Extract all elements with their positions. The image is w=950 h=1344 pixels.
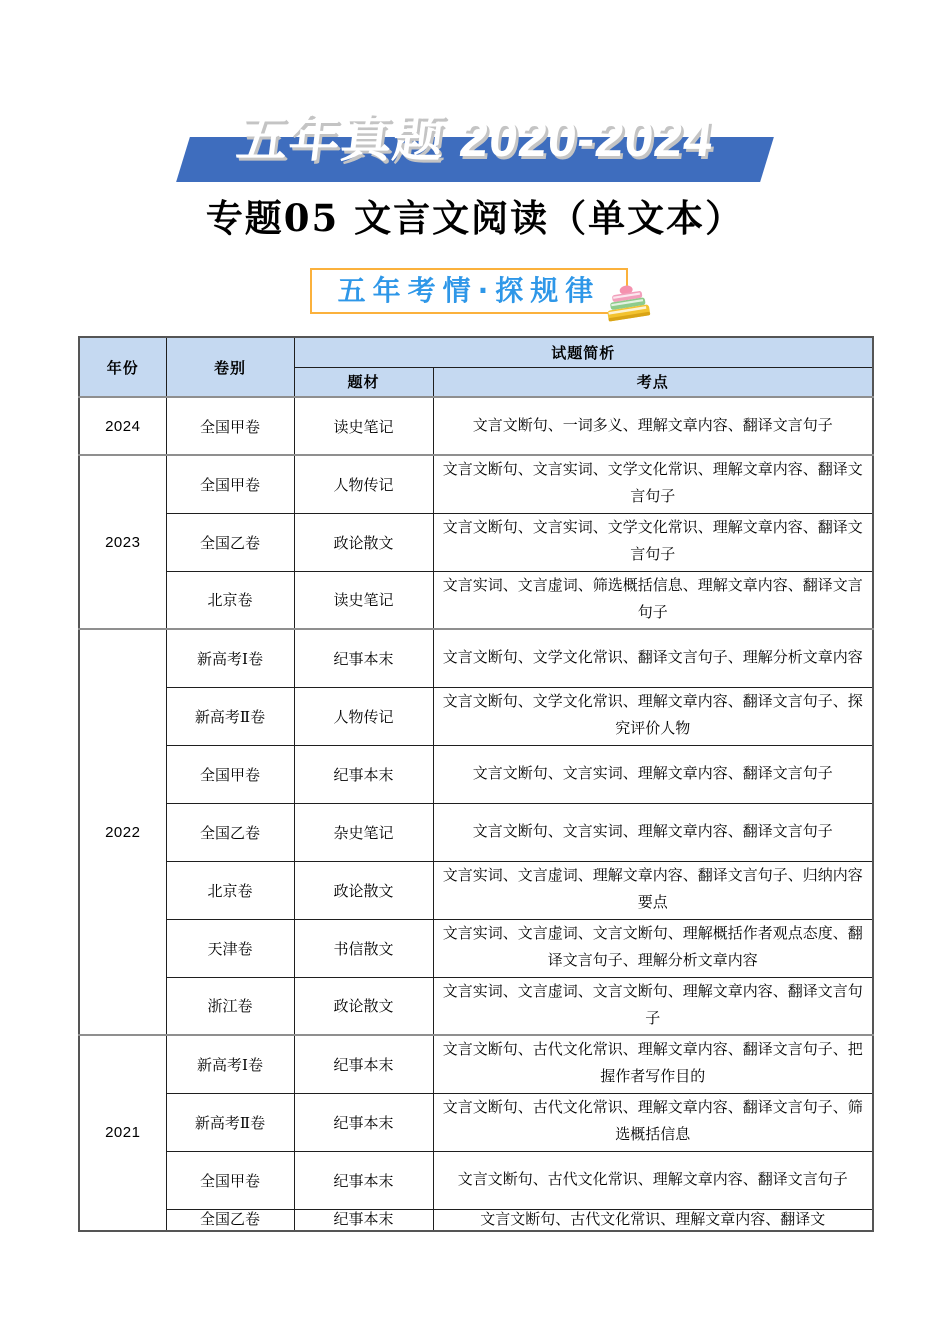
points-cell: 文言文断句、文言实词、文学文化常识、理解文章内容、翻译文言句子	[433, 455, 873, 513]
table-row	[79, 571, 873, 629]
points-cell: 文言实词、文言虚词、文言文断句、理解概括作者观点态度、翻译文言句子、理解分析文章内容	[433, 919, 873, 977]
table-row	[79, 1151, 873, 1209]
points-cell: 文言文断句、文言实词、理解文章内容、翻译文言句子	[433, 745, 873, 803]
table-header-row-1	[79, 337, 873, 367]
header-genre: 题材	[294, 367, 433, 397]
year-2024: 2024	[79, 397, 166, 455]
table-row	[79, 1035, 873, 1093]
genre-cell: 纪事本末	[294, 1093, 433, 1151]
paper-cell: 全国乙卷	[166, 1209, 294, 1231]
table-row	[79, 919, 873, 977]
paper-cell: 新高考Ⅱ卷	[166, 1093, 294, 1151]
points-cell: 文言文断句、古代文化常识、理解文章内容、翻译文言句子	[433, 1151, 873, 1209]
books-stack-icon	[602, 280, 654, 326]
genre-cell: 杂史笔记	[294, 803, 433, 861]
genre-cell: 读史笔记	[294, 571, 433, 629]
paper-cell: 新高考Ⅰ卷	[166, 1035, 294, 1093]
table-row	[79, 977, 873, 1035]
genre-cell: 政论散文	[294, 861, 433, 919]
genre-cell: 政论散文	[294, 513, 433, 571]
section-badge	[310, 268, 628, 314]
genre-cell: 人物传记	[294, 687, 433, 745]
table-row	[79, 803, 873, 861]
banner-title: 五年真题 2020-2024	[233, 110, 717, 167]
points-cell: 文言文断句、古代文化常识、理解文章内容、翻译文	[433, 1209, 873, 1231]
paper-cell: 北京卷	[166, 861, 294, 919]
table-row	[79, 455, 873, 513]
points-cell: 文言文断句、文学文化常识、理解文章内容、翻译文言句子、探究评价人物	[433, 687, 873, 745]
genre-cell: 书信散文	[294, 919, 433, 977]
paper-cell: 新高考Ⅰ卷	[166, 629, 294, 687]
year-2023: 2023	[79, 455, 166, 629]
section-badge-label: 五年考情·探规律	[337, 274, 601, 307]
table-row	[79, 1093, 873, 1151]
points-cell: 文言文断句、一词多义、理解文章内容、翻译文言句子	[433, 397, 873, 455]
table-row	[79, 687, 873, 745]
table-row	[79, 397, 873, 455]
paper-cell: 全国乙卷	[166, 513, 294, 571]
table-row-cutoff	[79, 1209, 873, 1231]
page-title: 专题05 文言文阅读（单文本）	[205, 196, 745, 240]
genre-cell: 纪事本末	[294, 1151, 433, 1209]
paper-cell: 北京卷	[166, 571, 294, 629]
header-paper: 卷别	[166, 337, 294, 397]
genre-cell: 纪事本末	[294, 745, 433, 803]
paper-cell: 浙江卷	[166, 977, 294, 1035]
table-row	[79, 745, 873, 803]
table-row	[79, 861, 873, 919]
paper-cell: 全国甲卷	[166, 455, 294, 513]
table-row	[79, 629, 873, 687]
points-cell: 文言文断句、文言实词、理解文章内容、翻译文言句子	[433, 803, 873, 861]
points-cell: 文言实词、文言虚词、理解文章内容、翻译文言句子、归纳内容要点	[433, 861, 873, 919]
points-cell: 文言文断句、古代文化常识、理解文章内容、翻译文言句子、把握作者写作目的	[433, 1035, 873, 1093]
paper-cell: 全国甲卷	[166, 1151, 294, 1209]
genre-cell: 纪事本末	[294, 629, 433, 687]
points-cell: 文言实词、文言虚词、文言文断句、理解文章内容、翻译文言句子	[433, 977, 873, 1035]
paper-cell: 全国乙卷	[166, 803, 294, 861]
header-year: 年份	[79, 337, 166, 397]
genre-cell: 纪事本末	[294, 1035, 433, 1093]
paper-cell: 全国甲卷	[166, 397, 294, 455]
points-cell: 文言文断句、古代文化常识、理解文章内容、翻译文言句子、筛选概括信息	[433, 1093, 873, 1151]
points-cell: 文言文断句、文言实词、文学文化常识、理解文章内容、翻译文言句子	[433, 513, 873, 571]
table-row	[79, 513, 873, 571]
points-cell: 文言文断句、文学文化常识、翻译文言句子、理解分析文章内容	[433, 629, 873, 687]
genre-cell: 人物传记	[294, 455, 433, 513]
genre-cell: 读史笔记	[294, 397, 433, 455]
genre-cell: 政论散文	[294, 977, 433, 1035]
genre-cell: 纪事本末	[294, 1209, 433, 1231]
header-analysis: 试题简析	[294, 337, 873, 367]
header-points: 考点	[433, 367, 873, 397]
paper-cell: 全国甲卷	[166, 745, 294, 803]
year-2022: 2022	[79, 629, 166, 1035]
paper-cell: 新高考Ⅱ卷	[166, 687, 294, 745]
exam-summary-table	[78, 336, 872, 1232]
points-cell: 文言实词、文言虚词、筛选概括信息、理解文章内容、翻译文言句子	[433, 571, 873, 629]
year-2021: 2021	[79, 1035, 166, 1231]
paper-cell: 天津卷	[166, 919, 294, 977]
